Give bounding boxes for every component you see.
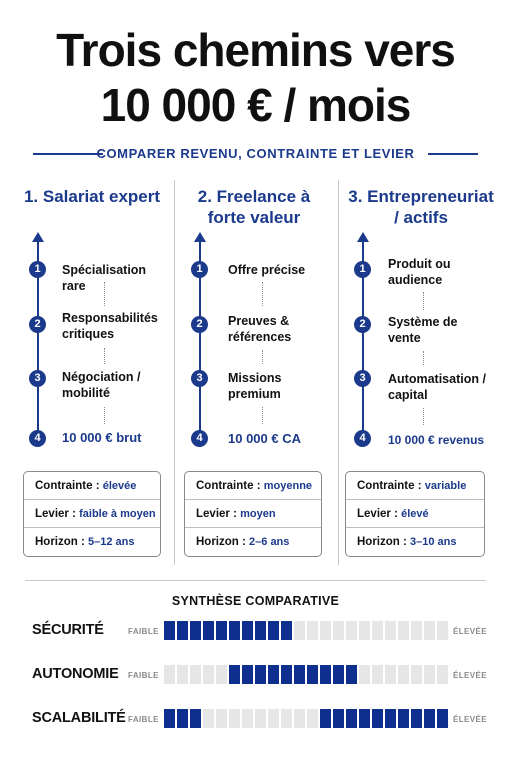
info-row-constraint bbox=[346, 472, 484, 500]
column-heading: 1. Salariat expert bbox=[23, 187, 161, 206]
step-label: Preuves & références bbox=[228, 314, 292, 344]
bar-segment-filled bbox=[203, 621, 214, 640]
bar-segment-empty bbox=[216, 665, 227, 684]
bar-segment-filled bbox=[164, 621, 175, 640]
bar-segment-filled bbox=[229, 621, 240, 640]
section-divider bbox=[25, 580, 486, 581]
info-key: Horizon : bbox=[196, 536, 246, 548]
info-value: 2–6 ans bbox=[249, 536, 290, 548]
bar-segment-filled bbox=[359, 709, 370, 728]
bar-segment-empty bbox=[320, 621, 331, 640]
bar-segment-empty bbox=[437, 665, 448, 684]
column-divider bbox=[338, 180, 339, 565]
bar-segment-filled bbox=[255, 665, 266, 684]
bar-segment-filled bbox=[411, 709, 422, 728]
bar-segment-empty bbox=[203, 665, 214, 684]
step-connector bbox=[262, 350, 263, 364]
metric-bar-autonomy bbox=[164, 665, 448, 684]
scale-high-label: ÉLEVÉE bbox=[453, 671, 487, 680]
step-label: Produit ou audience bbox=[388, 257, 451, 287]
info-value: 3–10 ans bbox=[410, 536, 457, 548]
scale-low-label: FAIBLE bbox=[128, 715, 159, 724]
bar-segment-empty bbox=[346, 621, 357, 640]
bar-segment-empty bbox=[372, 665, 383, 684]
step-label: Responsabilités critiques bbox=[62, 311, 158, 341]
bar-segment-filled bbox=[307, 665, 318, 684]
bar-segment-filled bbox=[333, 709, 344, 728]
step-connector bbox=[262, 282, 263, 306]
bar-segment-empty bbox=[372, 621, 383, 640]
bar-segment-filled bbox=[281, 665, 292, 684]
info-key: Levier : bbox=[357, 508, 398, 520]
info-value: moyenne bbox=[263, 480, 313, 492]
subtitle-rule-right bbox=[428, 153, 478, 155]
metric-label-autonomy: AUTONOMIE bbox=[32, 666, 119, 682]
info-key: Horizon : bbox=[357, 536, 407, 548]
bar-segment-empty bbox=[203, 709, 214, 728]
step-number: 3 bbox=[354, 370, 371, 387]
bar-segment-empty bbox=[359, 665, 370, 684]
bar-segment-filled bbox=[320, 665, 331, 684]
bar-segment-empty bbox=[333, 621, 344, 640]
bar-segment-filled bbox=[346, 709, 357, 728]
info-row-leverage bbox=[185, 500, 321, 528]
info-key: Levier : bbox=[196, 508, 237, 520]
bar-segment-empty bbox=[190, 665, 201, 684]
bar-segment-empty bbox=[229, 709, 240, 728]
step-label-final: 10 000 € CA bbox=[228, 431, 301, 446]
info-value: faible à moyen bbox=[79, 508, 156, 520]
step-connector bbox=[423, 351, 424, 365]
bar-segment-empty bbox=[294, 709, 305, 728]
info-key: Contrainte : bbox=[35, 480, 100, 492]
step-number: 2 bbox=[191, 316, 208, 333]
info-row-constraint bbox=[24, 472, 160, 500]
step-label: Offre précise bbox=[228, 263, 306, 277]
page-title-line-1: Trois chemins vers bbox=[56, 24, 455, 76]
bar-segment-empty bbox=[294, 621, 305, 640]
info-key: Levier : bbox=[35, 508, 76, 520]
bar-segment-filled bbox=[242, 621, 253, 640]
bar-segment-empty bbox=[307, 709, 318, 728]
bar-segment-filled bbox=[437, 709, 448, 728]
bar-segment-filled bbox=[177, 709, 188, 728]
info-key: Contrainte : bbox=[196, 480, 261, 492]
step-number: 2 bbox=[354, 316, 371, 333]
step-number: 4 bbox=[191, 430, 208, 447]
step-number: 4 bbox=[354, 430, 371, 447]
bar-segment-empty bbox=[424, 621, 435, 640]
bar-segment-empty bbox=[411, 665, 422, 684]
bar-segment-empty bbox=[385, 621, 396, 640]
step-connector bbox=[423, 292, 424, 310]
step-number: 1 bbox=[354, 261, 371, 278]
metric-bar-security bbox=[164, 621, 448, 640]
info-value: variable bbox=[424, 480, 467, 492]
info-value: moyen bbox=[240, 508, 276, 520]
step-number: 4 bbox=[29, 430, 46, 447]
bar-segment-filled bbox=[333, 665, 344, 684]
step-connector bbox=[423, 408, 424, 425]
bar-segment-empty bbox=[216, 709, 227, 728]
bar-segment-filled bbox=[255, 621, 266, 640]
info-value: 5–12 ans bbox=[88, 536, 135, 548]
info-value: élevé bbox=[401, 508, 429, 520]
subtitle: COMPARER REVENU, CONTRAINTE ET LEVIER bbox=[96, 146, 415, 161]
bar-segment-empty bbox=[385, 665, 396, 684]
bar-segment-filled bbox=[190, 621, 201, 640]
info-row-constraint bbox=[185, 472, 321, 500]
info-card bbox=[23, 471, 161, 557]
scale-high-label: ÉLEVÉE bbox=[453, 627, 487, 636]
column-heading: 2. Freelance à forte valeur bbox=[197, 187, 311, 227]
bar-segment-filled bbox=[190, 709, 201, 728]
bar-segment-empty bbox=[411, 621, 422, 640]
step-connector bbox=[262, 407, 263, 424]
bar-segment-filled bbox=[281, 621, 292, 640]
info-row-horizon bbox=[346, 528, 484, 556]
step-label-final: 10 000 € brut bbox=[62, 430, 142, 445]
bar-segment-empty bbox=[359, 621, 370, 640]
step-label: Système de vente bbox=[388, 315, 458, 345]
bar-segment-filled bbox=[372, 709, 383, 728]
info-card bbox=[345, 471, 485, 557]
bar-segment-filled bbox=[229, 665, 240, 684]
bar-segment-filled bbox=[320, 709, 331, 728]
info-row-leverage bbox=[24, 500, 160, 528]
info-key: Contrainte : bbox=[357, 480, 422, 492]
bar-segment-empty bbox=[398, 665, 409, 684]
step-number: 2 bbox=[29, 316, 46, 333]
bar-segment-empty bbox=[437, 621, 448, 640]
scale-low-label: FAIBLE bbox=[128, 627, 159, 636]
bar-segment-filled bbox=[424, 709, 435, 728]
bar-segment-empty bbox=[177, 665, 188, 684]
bar-segment-empty bbox=[424, 665, 435, 684]
bar-segment-filled bbox=[385, 709, 396, 728]
bar-segment-empty bbox=[281, 709, 292, 728]
step-connector bbox=[104, 282, 105, 306]
bar-segment-empty bbox=[164, 665, 175, 684]
bar-segment-filled bbox=[268, 665, 279, 684]
bar-segment-filled bbox=[177, 621, 188, 640]
bar-segment-filled bbox=[398, 709, 409, 728]
bar-segment-filled bbox=[242, 665, 253, 684]
metric-bar-scalability bbox=[164, 709, 448, 728]
bar-segment-empty bbox=[255, 709, 266, 728]
info-row-horizon bbox=[185, 528, 321, 556]
metric-label-security: SÉCURITÉ bbox=[32, 622, 104, 638]
bar-segment-empty bbox=[242, 709, 253, 728]
bar-segment-filled bbox=[164, 709, 175, 728]
step-number: 3 bbox=[191, 370, 208, 387]
scale-low-label: FAIBLE bbox=[128, 671, 159, 680]
info-key: Horizon : bbox=[35, 536, 85, 548]
info-row-leverage bbox=[346, 500, 484, 528]
step-label: Missions premium bbox=[228, 371, 282, 401]
bar-segment-filled bbox=[268, 621, 279, 640]
step-number: 1 bbox=[29, 261, 46, 278]
info-value: élevée bbox=[102, 480, 137, 492]
info-card bbox=[184, 471, 322, 557]
metric-label-scalability: SCALABILITÉ bbox=[32, 710, 126, 726]
bar-segment-filled bbox=[294, 665, 305, 684]
bar-segment-filled bbox=[346, 665, 357, 684]
scale-high-label: ÉLEVÉE bbox=[453, 715, 487, 724]
bar-segment-filled bbox=[216, 621, 227, 640]
info-row-horizon bbox=[24, 528, 160, 556]
page-title-line-2: 10 000 € / mois bbox=[100, 79, 411, 131]
step-label-final: 10 000 € revenus bbox=[388, 433, 485, 447]
step-label: Spécialisation rare bbox=[62, 263, 147, 293]
step-connector bbox=[104, 407, 105, 424]
column-heading: 3. Entrepreneuriat / actifs bbox=[348, 187, 494, 227]
step-number: 3 bbox=[29, 370, 46, 387]
step-number: 1 bbox=[191, 261, 208, 278]
bar-segment-empty bbox=[268, 709, 279, 728]
column-divider bbox=[174, 180, 175, 565]
step-label: Négociation / mobilité bbox=[62, 370, 141, 400]
step-label: Automatisation / capital bbox=[388, 372, 486, 402]
step-connector bbox=[104, 348, 105, 364]
bar-segment-empty bbox=[398, 621, 409, 640]
bar-segment-empty bbox=[307, 621, 318, 640]
synthesis-title: SYNTHÈSE COMPARATIVE bbox=[171, 594, 340, 608]
